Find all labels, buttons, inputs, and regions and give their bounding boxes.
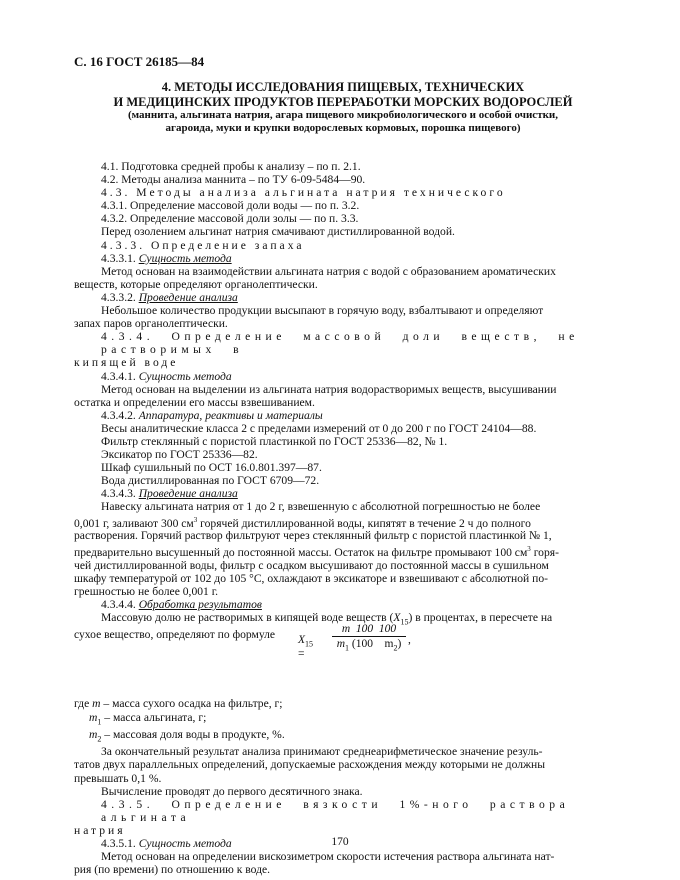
title-line-1: 4. МЕТОДЫ ИССЛЕДОВАНИЯ ПИЩЕВЫХ, ТЕХНИЧЕСКИХ (161, 80, 525, 94)
text-line: веществ, которые определяют органолептически. (74, 277, 318, 291)
text-line: Перед озолением альгинат натрия смачивают дистиллированной водой. (101, 225, 455, 239)
clause-heading: Обработка результатов (138, 597, 262, 611)
text-line: остатка и определении его массы взвешиванием. (74, 395, 315, 409)
text-line: Навеску альгината натрия от 1 до 2 г, взвешенную с абсолютной погрешностью не более (101, 500, 541, 514)
clause-heading: Аппаратура, реактивы и материалы (138, 408, 323, 422)
section-title (74, 80, 612, 135)
text-line: 4.1. Подготовка средней пробы к анализу – по п. 2.1. (101, 160, 361, 173)
running-header: С. 16 ГОСТ 26185—84 (74, 54, 205, 69)
text-line: Шкаф сушильный по ОСТ 16.0.801.397—87. (101, 461, 322, 475)
text-line: татов двух параллельных определений, допускаемые расхождения между которыми не должны (74, 758, 546, 772)
subsection-heading-cont: кипящей воде (74, 356, 179, 370)
text-line: где m – масса сухого осадка на фильтре, г; (74, 697, 283, 711)
text-line: Метод основан на определении вискозиметром скорости истечения раствора альгината нат- (101, 850, 555, 864)
clause-heading: Сущность метода (138, 251, 232, 265)
text-line (101, 291, 611, 304)
text-line: 4.3.2. Определение массовой доли золы — по п. 3.3. (101, 212, 359, 226)
text-line: Вода дистиллированная по ГОСТ 6709—72. (101, 474, 320, 488)
text-line: растворения. Горячий раствор фильтруют через стеклянный фильтр с пористой пластинкой № 1, (74, 529, 552, 543)
text-line: Весы аналитические класса 2 с пределами измерений от 0 до 200 г по ГОСТ 24104—88. (101, 421, 537, 435)
text-line: предварительно высушенный до постоянной массы. Остаток на фильтре промывают 100 $см^3$ горя- (74, 544, 559, 559)
text-line: 4.2. Методы анализа маннита – по ТУ 6-09-5484—90. (101, 173, 366, 187)
body-text (74, 160, 611, 877)
page-number: 170 (331, 836, 349, 848)
formula-fraction (332, 623, 406, 652)
text-line: превышать 0,1 %. (74, 771, 162, 785)
text-line: Метод основан на взаимодействии альгината натрия с водой с образованием ароматических (101, 264, 556, 278)
title-line-3: (маннита, альгината натрия, агара пищевого микробиологического и особой очистки, (127, 109, 559, 121)
formula-lhs: $X_{15}$ = (298, 634, 314, 661)
title-line-4: агароида, муки и крупки водорослевых кормовых, порошка пищевого) (165, 122, 521, 134)
text-line: грешностью не более 0,001 г. (74, 584, 219, 598)
clause-number: 4.3.4.2. (101, 408, 136, 422)
text-line: Фильтр стеклянный с пористой пластинкой по ГОСТ 25336—82, № 1. (101, 434, 448, 448)
text-line: сухое вещество, определяют по формуле (74, 628, 276, 642)
subsection-heading: 4.3.5. Определение вязкости 1%-ного раствора альгината (101, 797, 570, 824)
text-line: 0,001 г, заливают 300 $см^3$ горячей дистиллированной воды, кипятят в течение 2 ч до полного (74, 515, 531, 530)
subsection-heading: 4.3.4. Определение массовой доли веществ, не растворимых в (101, 330, 579, 357)
formula-denominator: $m_1$ (100 $m_2$) (336, 638, 402, 653)
subsection-heading-cont: натрия (74, 823, 126, 837)
text-line (101, 487, 611, 500)
clause-number: 4.3.4.1. (101, 369, 136, 383)
clause-number: 4.3.5.1. (101, 836, 136, 850)
text-line (101, 370, 611, 383)
text-line (101, 598, 611, 611)
text-line: Эксикатор по ГОСТ 25336—82. (101, 448, 258, 462)
clause-heading: Сущность метода (138, 836, 232, 850)
text-line (101, 252, 611, 265)
subsection-heading: 4.3.3. Определение запаха (101, 238, 305, 252)
text-line: $m_1$ – масса альгината, г; (89, 710, 207, 726)
text-line: Вычисление проводят до первого десятичного знака. (101, 784, 363, 798)
text-line: шкафу температурой от 102 до 105 °С, охлаждают в эксикаторе и взвешивают с абсолютной по- (74, 571, 548, 585)
text-line: рия (по времени) по отношению к воде. (74, 863, 271, 877)
text-line: запах паров органолептически. (74, 317, 228, 331)
formula-comma: , (408, 634, 411, 646)
text-line: Массовую долю не растворимых в кипящей воде веществ $(X_{15})$ в процентах, в пересчете на (101, 610, 553, 627)
clause-heading: Сущность метода (138, 369, 232, 383)
text-line: Метод основан на выделении из альгината натрия водорастворимых веществ, высушивании (101, 382, 557, 396)
text-line: $m_2$ – массовая доля воды в продукте, %. (89, 727, 285, 744)
formula-numerator: m 100 100 (332, 623, 406, 637)
clause-number: 4.3.3.1. (101, 251, 136, 265)
text-line: 4.3.1. Определение массовой доли воды — по п. 3.2. (101, 199, 360, 213)
clause-number: 4.3.4.4. (101, 597, 136, 611)
text-line: За окончательный результат анализа принимают среднеарифметическое значение резуль- (101, 745, 543, 759)
title-line-2: И МЕДИЦИНСКИХ ПРОДУКТОВ ПЕРЕРАБОТКИ МОРСКИХ ВОДОРОСЛЕЙ (113, 94, 573, 109)
text-line: чей дистиллированной воды, фильтр с осадком высушивают до постоянной массы в сушильном (74, 558, 549, 572)
clause-heading: Проведение анализа (138, 290, 238, 304)
text-line (101, 409, 611, 422)
subsection-heading: 4.3. Методы анализа альгината натрия технического (101, 186, 506, 200)
clause-number: 4.3.3.2. (101, 290, 136, 304)
text-line: Небольшое количество продукции высыпают в горячую воду, взбалтывают и определяют (101, 304, 544, 318)
clause-number: 4.3.4.3. (101, 487, 136, 501)
clause-heading: Проведение анализа (138, 487, 238, 501)
